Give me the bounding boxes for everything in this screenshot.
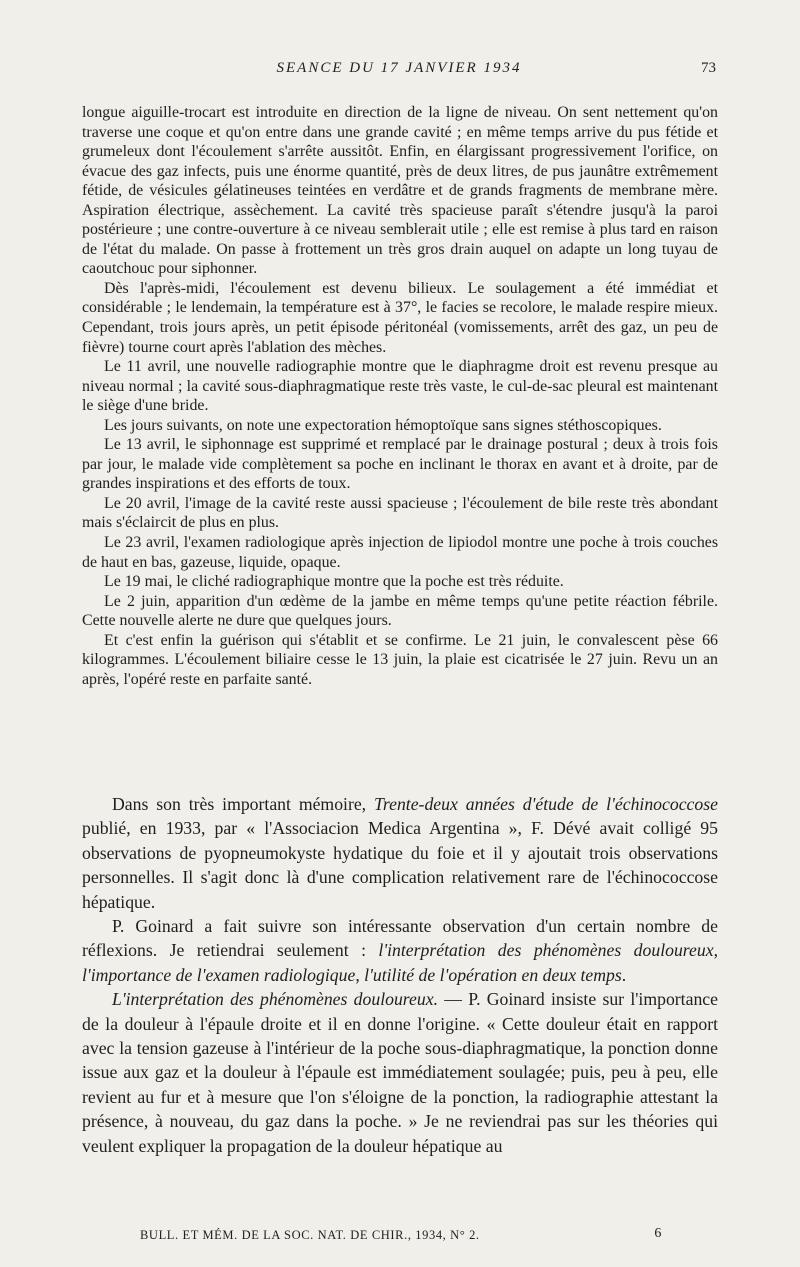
section-heading: L'interprétation des phénomènes douloureux. xyxy=(112,989,438,1010)
footer-citation: BULL. ET MÉM. DE LA SOC. NAT. DE CHIR., 1934, N° 2. xyxy=(140,1228,480,1242)
case-paragraph: Le 19 mai, le cliché radiographique montre que la poche est très réduite. xyxy=(104,573,564,591)
case-paragraph: Le 2 juin, apparition d'un œdème de la jambe en même temps qu'une petite réaction fébrile. Cette nouvelle alerte ne dure que quelques jours. xyxy=(82,592,718,630)
italic-topic: l'interprétation des phénomènes douloureux xyxy=(378,940,714,961)
text-span: , xyxy=(355,964,365,985)
italic-topic: l'importance de l'examen radiologique xyxy=(82,964,356,985)
case-paragraph: Le 13 avril, le siphonnage est supprimé et remplacé par le drainage postural ; deux à trois fois par jour, le malade vide complètement sa poche en inclinant le thorax en avant et à droite, par de grandes inspirations et des efforts de toux. xyxy=(82,436,718,493)
running-title: SEANCE DU 17 JANVIER 1934 xyxy=(276,60,522,76)
signature-mark: 6 xyxy=(654,1226,662,1241)
text-span: , xyxy=(713,940,718,961)
case-report xyxy=(82,103,718,689)
page-number: 73 xyxy=(701,60,716,76)
case-paragraph: Le 23 avril, l'examen radiologique après injection de lipiodol montre une poche à trois couches de haut en bas, gazeuse, liquide, opaque. xyxy=(82,534,718,571)
case-paragraph: Le 20 avril, l'image de la cavité reste aussi spacieuse ; l'écoulement de bile reste très abondant mais s'éclaircit de plus en plus. xyxy=(82,494,718,532)
case-paragraph: longue aiguille-trocart est introduite en direction de la ligne de niveau. On sent nettement qu'on traverse une coque et qu'on entre dans une grande cavité ; en même temps arrive du pus fétide et grumeleux dont l'écoulement s'arrête aussitôt. Enfin, en élargissant progressivement l'orifice, on évacue des gaz infects, puis une énorme quantité, près de deux litres, de pus jaunâtre extrêmement fétide, de vésicules gélatineuses teintées en verdâtre et de grands fragments de membrane mère. Aspiration électrique, assèchement. La cavité très spacieuse paraît s'étendre jusqu'à la paroi postérieure ; une contre-ouverture à ce niveau semblerait utile ; elle est remise à plus tard en raison de l'état du malade. On passe à frottement un très gros drain auquel on adapte un long tuyau de caoutchouc pour siphonner. xyxy=(82,104,718,278)
text-span: . xyxy=(621,964,627,985)
case-paragraph: Les jours suivants, on note une expectoration hémoptoïque sans signes stéthoscopiques. xyxy=(104,416,662,434)
running-header xyxy=(82,60,716,82)
text-span: — P. Goinard insiste sur l'importance de la douleur à l'épaule droite et il en donne l'origine. « Cette douleur était en rapport avec la tension gazeuse à l'intérieur de la poche sous-diaphragmatique, la ponction donne issue aux gaz et la douleur à l'épaule est immédiatement soulagée; puis, peu à peu, elle revient au fur et à mesure que l'on s'éloigne de la ponction, la radiographie attestant la présence, à nouveau, du gaz dans la poche. » Je ne reviendrai pas sur les théories qui veulent expliquer la propagation de la douleur hépatique au xyxy=(82,989,718,1156)
text-span: Dans son très important mémoire, xyxy=(112,794,375,814)
case-paragraph: Le 11 avril, une nouvelle radiographie montre que le diaphragme droit est revenu presque au niveau normal ; la cavité sous-diaphragmatique reste très vaste, le cul-de-sac pleural est maintenant le siège d'une bride. xyxy=(82,358,718,415)
commentary-paragraph-1 xyxy=(82,792,718,914)
case-paragraph: Dès l'après-midi, l'écoulement est devenu bilieux. Le soulagement a été immédiat et considérable ; le lendemain, la température est à 37°, le facies se recolore, le malade respire mieux. Cependant, trois jours après, un petit épisode péritonéal (vomissements, arrêt des gaz, un peu de fièvre) tourne court après l'ablation des mèches. xyxy=(82,279,718,356)
text-span: publié, en 1933, par « l'Associacion Medica Argentina », F. Dévé avait colligé 95 observations de pyopneumokyste hydatique du foie et il y ajoutait trois observations personnelles. Il s'agit donc là d'une complication relativement rare de l'échinococcose hépatique. xyxy=(82,818,718,912)
commentary-paragraph-2 xyxy=(82,914,718,987)
commentary-paragraph-3 xyxy=(82,987,718,1158)
page-footer xyxy=(140,1228,718,1243)
memoir-title: Trente-deux années d'étude de l'échinococcose xyxy=(374,794,718,814)
case-paragraph: Et c'est enfin la guérison qui s'établit et se confirme. Le 21 juin, le convalescent pèse 66 kilogrammes. L'écoulement biliaire cesse le 13 juin, la plaie est cicatrisée le 27 juin. Revu un an après, l'opéré reste en parfaite santé. xyxy=(82,631,718,688)
commentary xyxy=(82,792,718,1158)
italic-topic: l'utilité de l'opération en deux temps xyxy=(364,964,622,985)
text-span: P. Goinard a fait suivre son intéressante observation d'un certain nombre de réflexions. Je retiendrai seulement : xyxy=(82,916,718,961)
